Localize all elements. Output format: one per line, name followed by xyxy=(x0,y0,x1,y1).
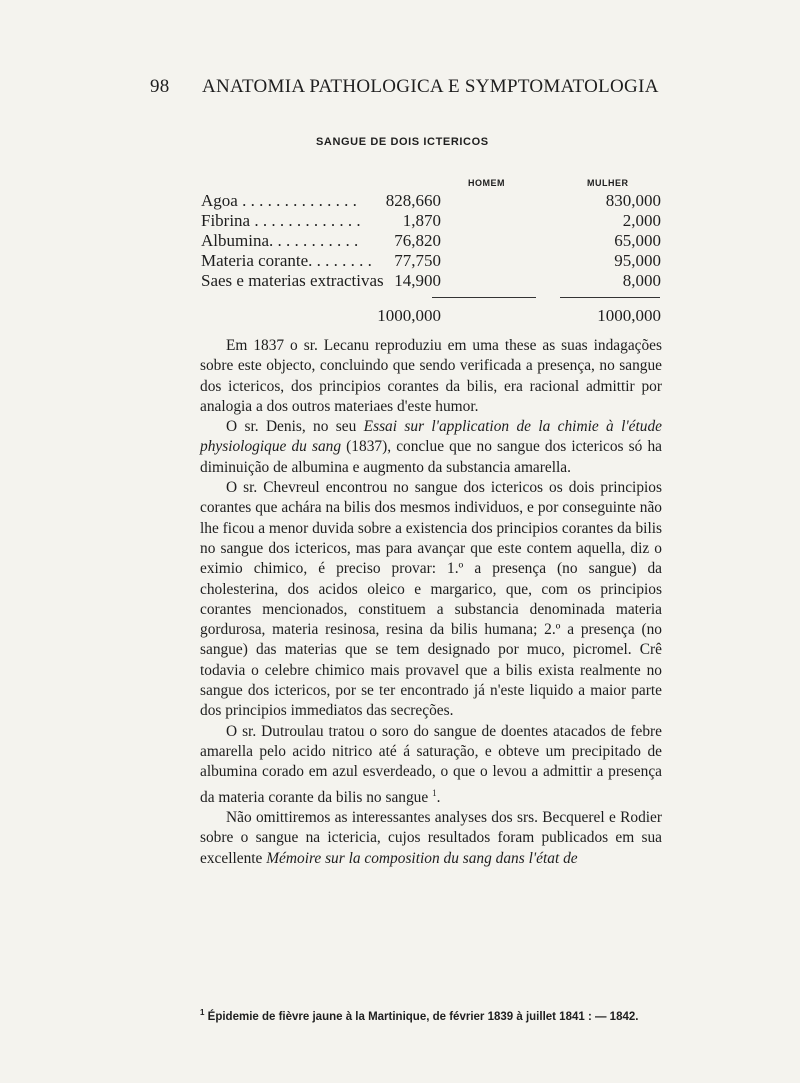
value-men: 77,750 xyxy=(394,251,441,270)
table-row xyxy=(201,231,661,253)
sum-rule-women xyxy=(560,297,660,298)
table-row xyxy=(201,251,661,273)
footnote-ref: 1 xyxy=(432,787,437,798)
row-label: Fibrina . . . . . . . . . . . . . xyxy=(201,211,361,230)
value-men: 14,900 xyxy=(394,271,441,290)
total-men: 1000,000 xyxy=(377,306,441,325)
value-women: 2,000 xyxy=(622,211,661,230)
text-run: O sr. Dutroulau tratou o soro do sangue de doentes atacados de febre amarella pelo acido nitrico até á saturação, e obteve um precipitado de albumina corado em azul esverdeado, o que o levou a admittir a presença da materia corante da bilis no sangue xyxy=(200,722,662,806)
value-women: 830,000 xyxy=(605,191,661,210)
chapter-title: ANATOMIA PATHOLOGICA E SYMPTOMATOLOGIA xyxy=(202,76,659,97)
running-head xyxy=(150,76,710,98)
value-men: 76,820 xyxy=(394,231,441,250)
column-header-women: MULHER xyxy=(587,178,629,188)
row-label: Saes e materias extractivas xyxy=(201,271,384,290)
row-label: Materia corante. . . . . . . . xyxy=(201,251,372,270)
value-women: 8,000 xyxy=(622,271,661,290)
paragraph: Em 1837 o sr. Lecanu reproduziu em uma these as suas indagações sobre este objecto, concluindo que sendo verificada a presença, no sangue dos ictericos, dos principios corantes da bilis, era racional admittir por analogia a dos outros materiaes d'este humor. xyxy=(200,337,662,415)
body-text xyxy=(200,336,662,869)
page-number: 98 xyxy=(150,76,170,97)
row-label: Agoa . . . . . . . . . . . . . . xyxy=(201,191,357,210)
text-run: O sr. Denis, no seu xyxy=(226,418,364,436)
sum-rule-men xyxy=(432,297,536,298)
table-row xyxy=(201,191,661,213)
text-run: Não omittiremos as interessantes analyses dos srs. Becquerel e Rodier sobre o sangue na ictericia, cujos resultados foram publicados em sua excellente xyxy=(200,808,662,867)
paragraph: O sr. Chevreul encontrou no sangue dos ictericos os dois principios corantes que achára na bilis dos mesmos individuos, e por conseguinte não lhe ficou a menor duvida sobre a existencia dos principios corantes da bilis no sangue dos ictericos, mas para avançar que este contem aquella, diz o eximio chimico, é preciso provar: 1.º a presença (no sangue) da cholesterina, dos acidos oleico e margarico, que, com os principios corantes mencionados, constituem a substancia denominada materia gordurosa, materia resinosa, resina da bilis humana; 2.º a presença (no sangue) das materias que se tem designado por muco, picromel. Crê todavia o celebre chimico mais provavel que a bilis exista realmente no sangue dos ictericos, por se ter encontrado já n'este liquido a maior parte dos principios immediatos das secreções. xyxy=(200,479,662,720)
row-label: Albumina. . . . . . . . . . . xyxy=(201,231,359,250)
paragraph xyxy=(200,417,662,478)
footnote-marker: 1 xyxy=(200,1008,205,1017)
footnote xyxy=(200,1008,662,1023)
value-women: 95,000 xyxy=(614,251,661,270)
memoir-title: Mémoire sur la composition du sang dans l'état de xyxy=(266,849,578,867)
column-header-men: HOMEM xyxy=(468,178,505,188)
book-title: Essai sur l'application de la chimie à l'étude physiologique du sang xyxy=(200,418,662,456)
table-title: SANGUE DE DOIS ICTERICOS xyxy=(316,136,489,148)
value-women: 65,000 xyxy=(614,231,661,250)
table-row xyxy=(201,211,661,233)
text-run: (1837), conclue que no sangue dos ictericos só ha diminuição de albumina e augmento da substancia amarella. xyxy=(200,438,662,476)
paragraph: O sr. Dutroulau tratou o soro do sangue de doentes atacados de febre amarella pelo acido nitrico até á saturação, e obteve um precipitado de albumina corado em azul esverdeado, o que o levou a admittir a presença da materia corante da bilis no sangue $^1$. xyxy=(200,722,662,806)
value-men: 828,660 xyxy=(385,191,441,210)
table-row xyxy=(201,271,661,293)
footnote-text: Épidemie de fièvre jaune à la Martinique, de février 1839 à juillet 1841 : — 1842. xyxy=(207,1010,639,1023)
paragraph xyxy=(200,808,662,869)
value-men: 1,870 xyxy=(402,211,441,230)
total-women: 1000,000 xyxy=(597,306,661,325)
